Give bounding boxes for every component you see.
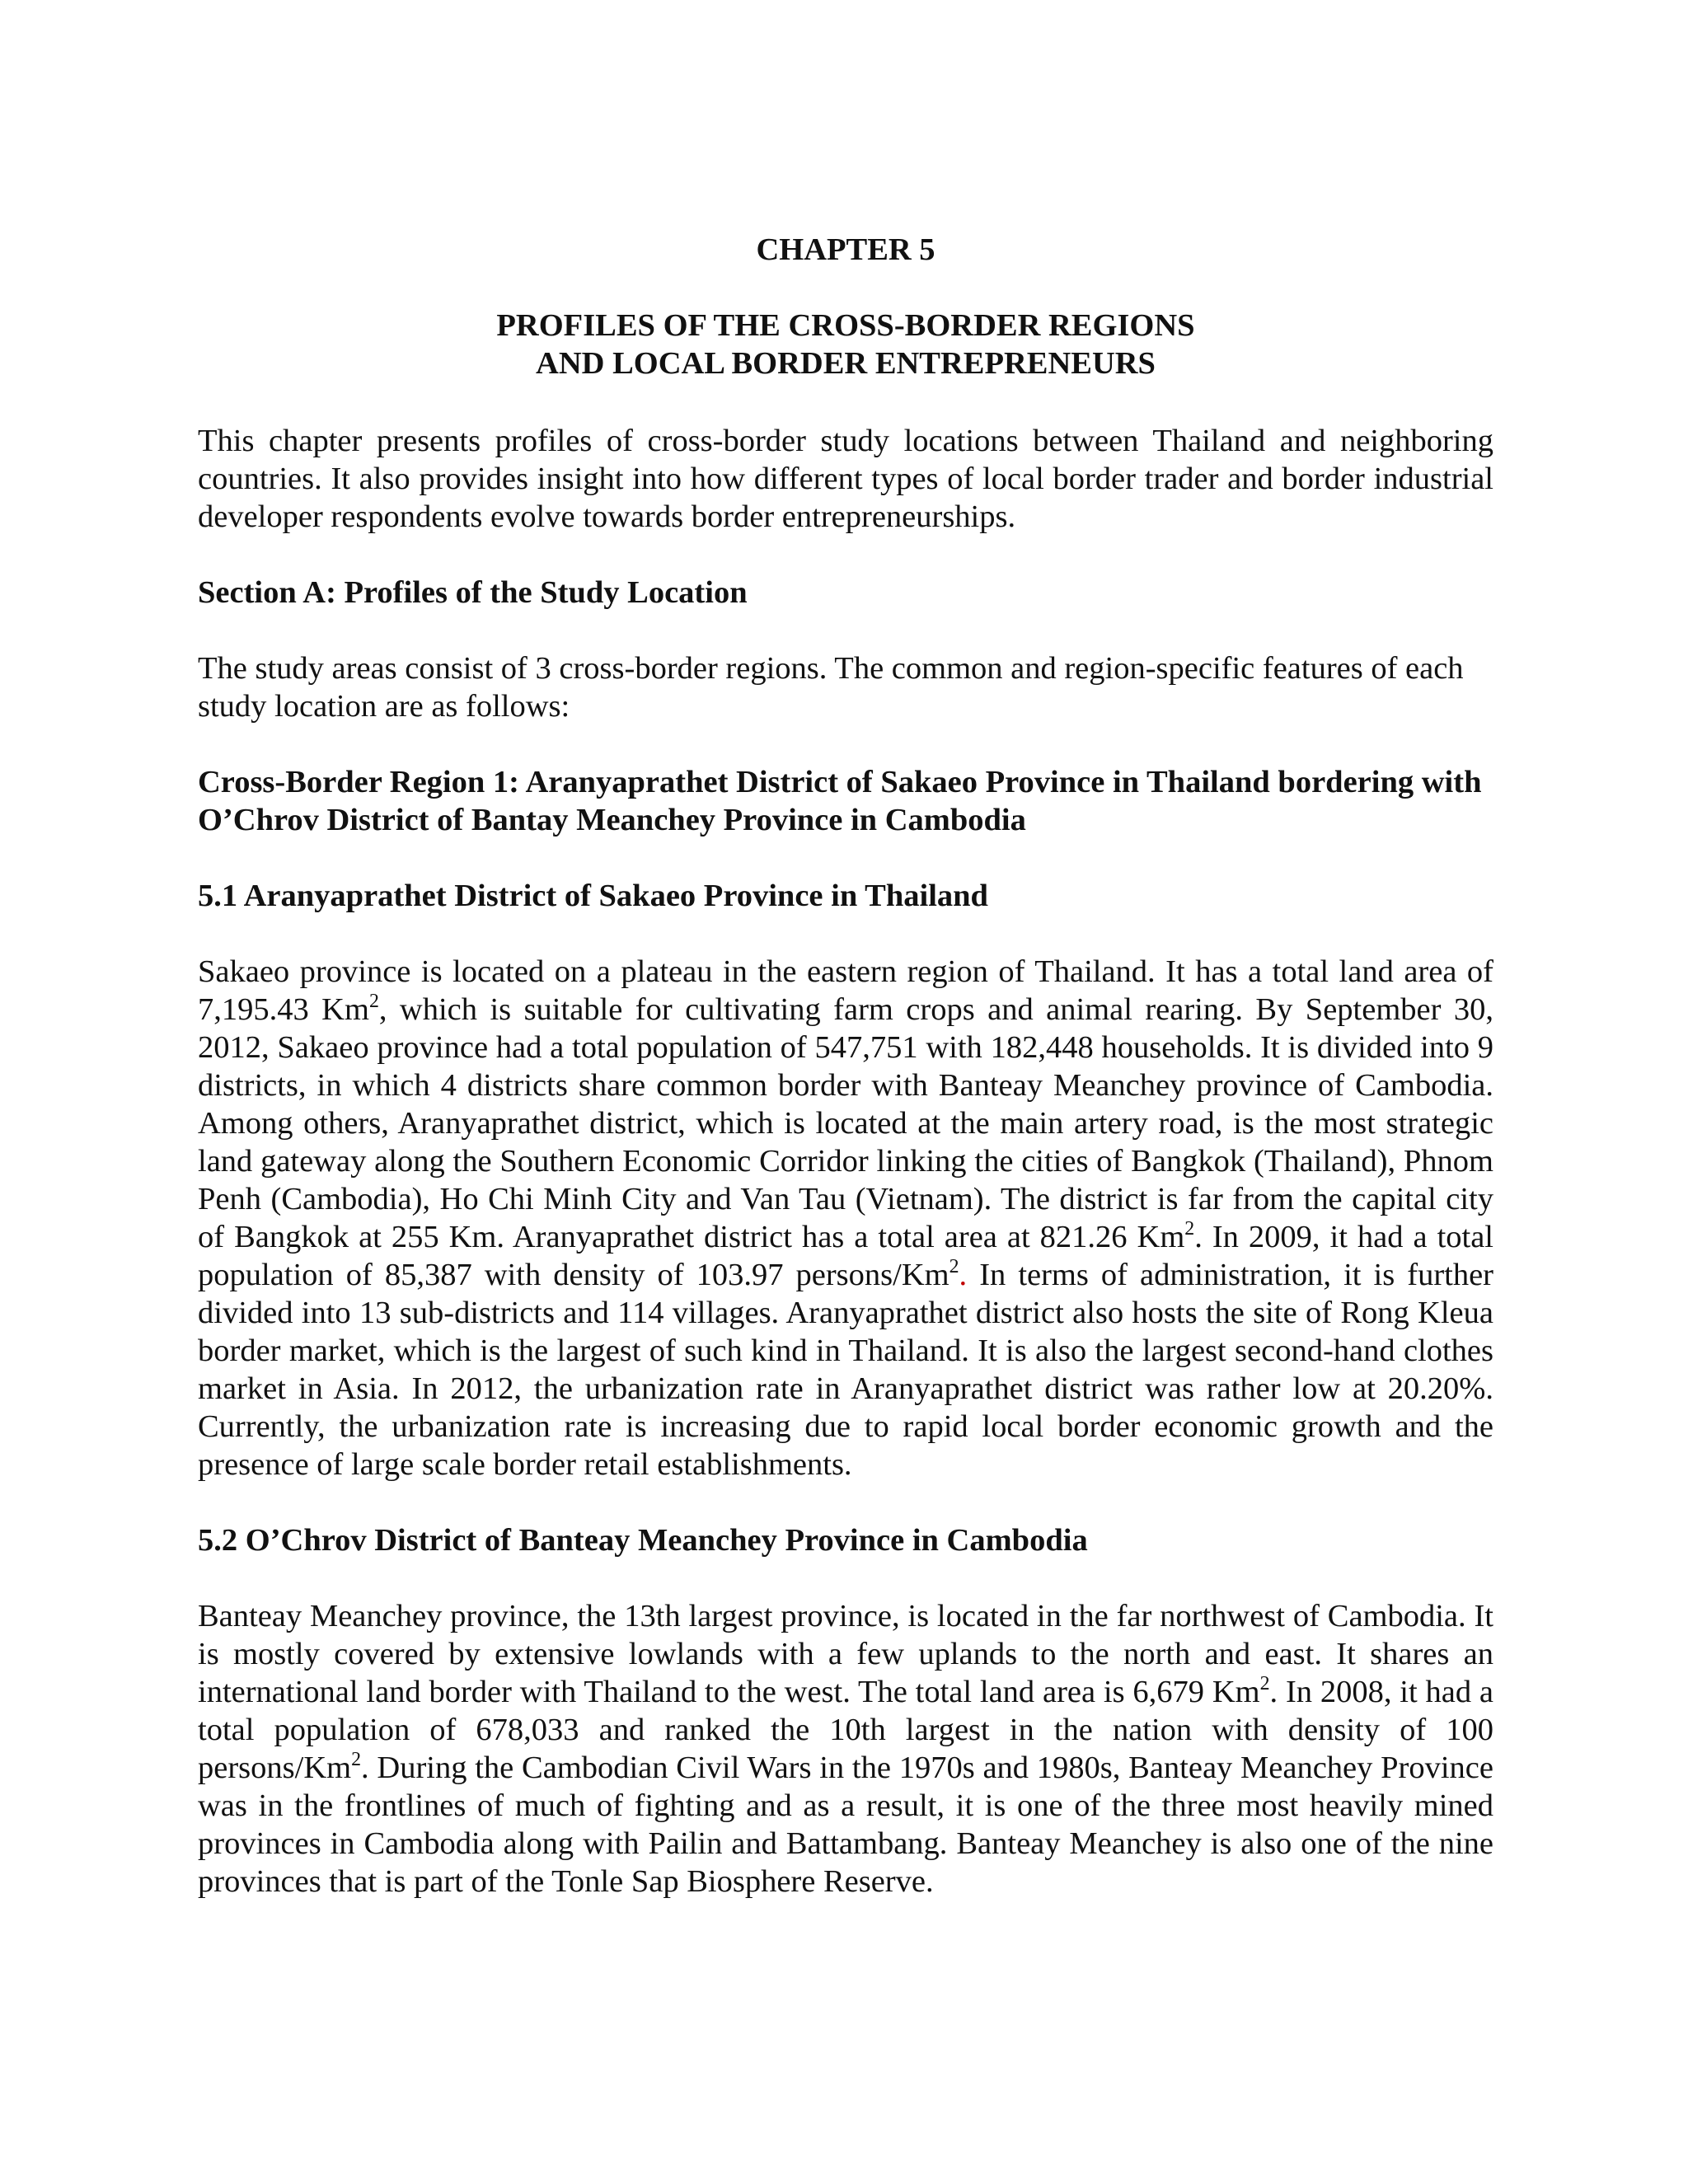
document-page [198, 231, 1493, 1938]
region-1-heading: Cross-Border Region 1: Aranyaprathet District of Sakaeo Province in Thailand bordering with O’Chrov District of Bantay Meanchey Province in Cambodia [198, 765, 1482, 837]
section-a-paragraph: The study areas consist of 3 cross-border regions. The common and region-specific features of each study location are as follows: [198, 651, 1464, 724]
s52-superscript-2: 2 [351, 1749, 362, 1771]
s51-red-period: . [959, 1258, 968, 1292]
s51-superscript-1: 2 [368, 991, 379, 1013]
chapter-label: CHAPTER 5 [756, 232, 935, 267]
s51-superscript-2: 2 [1184, 1218, 1195, 1240]
s51-text-part-2: , which is suitable for cultivating farm crops and animal rearing. By September 30, 2012, Sakaeo province had a total population of 547,751 with 182,448 households. It is divided into 9 districts, in which 4 districts share common border with Banteay Meanchey province of Cambodia. Among others, Aranyaprathet district, which is located at the main artery road, is the most strategic land gateway along the Southern Economic Corridor linking the cities of Bangkok (Thailand), Phnom Penh (Cambodia), Ho Chi Minh City and Van Tau (Vietnam). The district is far from the capital city of Bangkok at 255 Km. Aranyaprathet district has a total area at 821.26 Km [198, 992, 1493, 1254]
chapter-title-line-2: AND LOCAL BORDER ENTREPRENEURS [536, 346, 1156, 381]
s52-text-part-3: . During the Cambodian Civil Wars in the 1970s and 1980s, Banteay Meanchey Province was in the frontlines of much of fighting and as a result, it is one of the three most heavily mined provinces in Cambodia along with Pailin and Battambang. Banteay Meanchey is also one of the nine provinces that is part of the Tonle Sap Biosphere Reserve. [198, 1750, 1493, 1899]
intro-paragraph: This chapter presents profiles of cross-border study locations between Thailand and neighboring countries. It also provides insight into how different types of local border trader and border industrial developer respondents evolve towards border entrepreneurships. [198, 424, 1493, 534]
s52-text-part-2: . In 2008, it had a total population of 678,033 and ranked the 10th largest in the nation with density of 100 persons/Km [198, 1675, 1494, 1785]
chapter-title [198, 307, 1493, 382]
section-5-1-paragraph [198, 953, 1493, 1483]
s51-superscript-3: 2 [949, 1256, 959, 1278]
section-5-1-heading: 5.1 Aranyaprathet District of Sakaeo Province in Thailand [198, 879, 988, 913]
s51-text-part-4: In terms of administration, it is further divided into 13 sub-districts and 114 villages. Aranyaprathet district also hosts the site of Rong Kleua border market, which is the largest of such kind in Thailand. It is also the largest second-hand clothes market in Asia. In 2012, the urbanization rate in Aranyaprathet district was rather low at 20.20%. Currently, the urbanization rate is increasing due to rapid local border economic growth and the presence of large scale border retail establishments. [198, 1258, 1493, 1482]
section-5-2-heading: 5.2 O’Chrov District of Banteay Meanchey Province in Cambodia [198, 1523, 1088, 1558]
section-a-heading: Section A: Profiles of the Study Location [198, 575, 748, 610]
s51-text-part-1: Sakaeo province is located on a plateau in the eastern region of Thailand. It has a total land area of 7,195.43 Km [198, 954, 1493, 1027]
s52-superscript-1: 2 [1259, 1673, 1270, 1695]
s52-text-part-1: Banteay Meanchey province, the 13th largest province, is located in the far northwest of Cambodia. It is mostly covered by extensive lowlands with a few uplands to the north and east. It shares an international land border with Thailand to the west. The total land area is 6,679 Km [198, 1599, 1493, 1709]
chapter-title-line-1: PROFILES OF THE CROSS-BORDER REGIONS [496, 308, 1195, 343]
section-5-2-paragraph [198, 1597, 1493, 1900]
s51-text-part-3: . In 2009, it had a total population of 85,387 with density of 103.97 persons/Km [198, 1220, 1493, 1292]
